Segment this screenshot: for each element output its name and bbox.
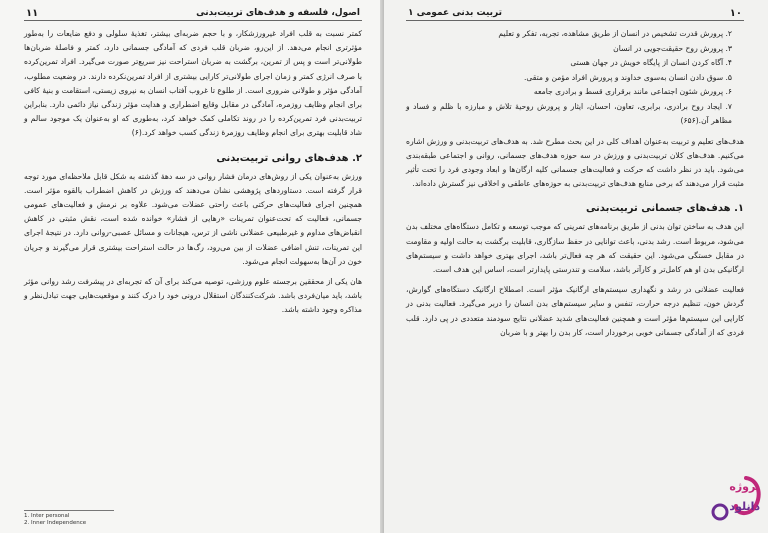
footnote-2: 2. Inner Independence [24,520,87,526]
right-page-number: ۱۰ [729,7,742,19]
logo-text-line2: دانلود [729,500,760,513]
left-page-number: ۱۱ [26,7,39,19]
left-paragraph-1: کمتر نسبت به قلب افراد غیرورزشکار، و با حجم ضربه‌ای بیشتر، تغذیهٔ سلولی و دفع ضایعات را به‌طور مؤثرتری انجام می‌دهد. از این‌رو، ضربان قلب فردی که آمادگی جسمانی دارد، کمتر و فاصلهٔ ضربان‌ها طولانی‌تر است و پس از تمرین، برگشت به ضربان استراحت نیز سریع‌تر صورت می‌گیرد. افراد تمرین‌کرده با صرف انرژی کمتر و زمان اجرای طولانی‌تر کارایی بیشتری از افراد تمرین‌نکرده دارند. در وضعیت مطلوب، آمادگی مؤثر و طولانی ضروری است. از طلوع تا غروب آفتاب انسان به نیروی زیستی، استقامت و بنیهٔ کافی برای انجام وظایف روزمره، آمادگی در مقابل وقایع اضطراری و هدایت مؤثر زندگی نیاز دائمی دارد. بنابراین تربیت‌بدنی فرد تمرین‌کرده را در روند تکاملی کمک خواهد کرد، به‌طوری که او به‌عنوان یک موجود سالم و شاد قابلیت بهتری برای انجام وظایف روزمرهٔ زندگی کسب خواهد کرد.(۶) [24,29,362,138]
footnote-1: 1. Inter personal [24,513,70,519]
right-paragraph-3: فعالیت عضلانی در رشد و نگهداری سیستم‌های ارگانیک مؤثر است. اصطلاح ارگانیک دستگاه‌های گوارش، گردش خون، تنظیم درجه حرارت، تنفس و سایر سیستم‌های بدن انسان را دربر می‌گیرد. فعالیت بدنی در کارایی این سیستم‌ها مؤثر است و همچنین فعالیت‌های شدید عضلانی نتایج سودمند متعددی در پی دارد. قلب فردی که از آمادگی جسمانی خوبی برخوردار است، کار بدن را بهتر و با ضربان [406,285,744,337]
site-logo [706,472,762,528]
right-paragraph-2: این هدف به ساختن توان بدنی از طریق برنامه‌های تمرینی که موجب توسعه و تکامل دستگاه‌های مختلف بدن می‌شود، مربوط است. رشد بدنی، باعث توانایی در حفظ سازگاری، قابلیت برگشت به حالت اولیه و مقاومت در مقابل خستگی می‌شود. این حقیقت که هر چه فعال‌تر باشد، اجرای بهتری خواهد داشت و سیستم‌های ارگانیکی بدن او هم کامل‌تر و کارآتر باشد، سلامت و تندرستی پایدارتر است، اساس این هدف است. [406,222,744,274]
left-section-heading: ۲. هدف‌های روانی تربیت‌بدنی [216,152,362,164]
logo-text-line1: پروژه [729,480,760,493]
list-item: ۷. ایجاد روح برادری، برابری، تعاون، احسان، ایثار و پرورش روحیهٔ تلاش و مبارزه با ظلم و فساد و مظاهر آن.(۶۵۶) [406,101,732,125]
left-running-head [24,6,362,21]
right-running-head [406,6,744,21]
left-running-title: اصول، فلسفه و هدف‌های تربیت‌بدنی [196,8,360,18]
right-running-title: تربیت بدنی عمومی ۱ [408,8,503,18]
right-section-heading: ۱. هدف‌های جسمانی تربیت‌بدنی [585,203,744,215]
right-paragraph-1: هدف‌های تعلیم و تربیت به‌عنوان اهداف کلی در این بحث مطرح شد. به هدف‌های تربیت‌بدنی و ورزش اشاره می‌کنیم. هدف‌های کلان تربیت‌بدنی و ورزش در سه حوزه هدف‌های جسمانی، روانی و اجتماعی طبقه‌بندی می‌شود. باید در نظر داشت که حرکت و فعالیت‌های جسمانی کلیه ارگان‌ها و ابعاد وجودی فرد را تحت تأثیر مثبت قرار می‌دهند که برخی منابع هدف‌های تربیت‌بدنی به حوزه‌های عاطفی و اخلاقی نیز گسترش داده‌اند. [406,136,744,189]
right-page [384,0,768,533]
list-item: ۵. سوق دادن انسان به‌سوی خداوند و پرورش افراد مؤمن و متقی. [524,72,732,82]
footnotes [24,510,114,527]
list-item: ۴. آگاه کردن انسان از پایگاه خویش در جهان هستی [570,58,732,67]
left-paragraph-3: هان یکی از محققین برجسته علوم ورزشی، توصیه می‌کند برای آن که تجربه‌ای در پیشرفت رشد روانی مؤثر باشد، باید میان‌فردی باشد. شرکت‌کنندگان استقلال درونی خود را درک کنند و موقعیت‌هایی جهت تبادل‌نظر و مذاکره وجود داشته باشد. [24,277,362,315]
goals-list [406,27,744,129]
left-paragraph-2: ورزش به‌عنوان یکی از روش‌های درمان فشار روانی در سه دههٔ گذشته به شکل قابل ملاحظه‌ای مورد توجه قرار گرفته است. دستاوردهای پژوهشی نشان می‌دهند که ورزش در کاهش اضطراب بالقوه مؤثر است. همچنین اجرای فعالیت‌های حرکتی باعث راحتی عضلات می‌شود. علاوه بر نرمش و فعالیت‌های عمومی جسمانی، فعالیت که تحت‌عنوان تمرینات «رهایی از فشار» خوانده شده است، نقش مثبتی در کاهش انقباض‌های مداوم و غیرطبیعی عضلانی ناشی از ترس، هیجانات و مسائل عصبی-روانی دارد. در نتیجهٔ اجرای این تمرینات، تنش اضافی عضلات از بین می‌رود، رگ‌ها در حالت استراحت بیشتری قرار می‌گیرند و جریان خون در آن‌ها به‌سهولت انجام می‌شود. [24,171,362,266]
list-item: ۳. پرورش روح حقیقت‌جویی در انسان [613,43,732,53]
list-item: ۶. پرورش شئون اجتماعی مانند برقراری قسط و برادری جامعه [533,87,732,96]
list-item: ۲. پرورش قدرت تشخیص در انسان از طریق مشاهده، تجربه، تفکر و تعلیم [498,29,732,38]
